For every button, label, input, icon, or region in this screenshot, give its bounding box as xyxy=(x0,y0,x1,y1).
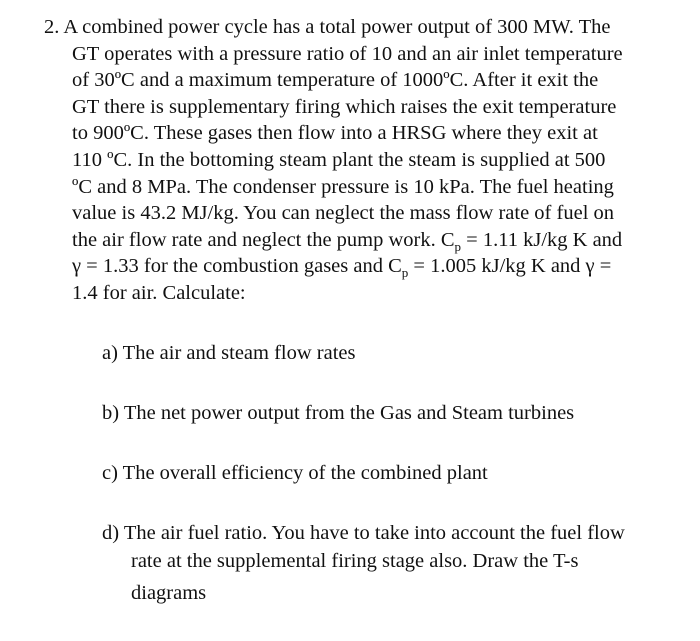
problem-line-9-text: the air flow rate and neglect the pump work. C xyxy=(72,228,455,251)
part-a: a) The air and steam flow rates xyxy=(102,342,356,364)
part-d-line-3: diagrams xyxy=(131,582,207,604)
problem-line-10 xyxy=(72,253,611,280)
problem-line-5: to 900ºC. These gases then flow into a HRSG where they exit at xyxy=(72,122,598,145)
problem-line-3: of 30ºC and a maximum temperature of 1000ºC. After it exit the xyxy=(72,69,599,92)
subscript-p: p xyxy=(454,238,462,254)
problem-line-4: GT there is supplementary firing which raises the exit temperature xyxy=(72,95,617,118)
part-d-line-2: rate at the supplemental firing stage also. Draw the T-s xyxy=(131,550,579,572)
part-c: c) The overall efficiency of the combined plant xyxy=(102,462,488,484)
problem-line-6: 110 ºC. In the bottoming steam plant the steam is supplied at 500 xyxy=(72,149,606,171)
problem-line-9-rest: = 1.11 kJ/kg K and xyxy=(461,228,623,251)
problem-line-10-text: γ = 1.33 for the combustion gases and C xyxy=(72,255,402,278)
problem-line-8: value is 43.2 MJ/kg. You can neglect the mass flow rate of fuel on xyxy=(72,202,615,225)
problem-line-10-rest: = 1.005 kJ/kg K and γ = xyxy=(408,255,612,278)
problem-line-11: 1.4 for air. Calculate: xyxy=(72,282,246,304)
problem-line-9 xyxy=(72,227,622,254)
problem-number: 2. xyxy=(44,16,60,38)
part-d: d) The air fuel ratio. You have to take into account the fuel flow xyxy=(102,522,625,544)
problem-line-1 xyxy=(44,14,611,41)
problem-text: A combined power cycle has a total power output of 300 MW. The xyxy=(63,16,611,38)
subscript-p: p xyxy=(401,265,409,281)
part-b: b) The net power output from the Gas and Steam turbines xyxy=(102,402,575,424)
problem-line-2: GT operates with a pressure ratio of 10 and an air inlet temperature xyxy=(72,42,623,65)
problem-line-7: ºC and 8 MPa. The condenser pressure is 10 kPa. The fuel heating xyxy=(72,175,614,198)
